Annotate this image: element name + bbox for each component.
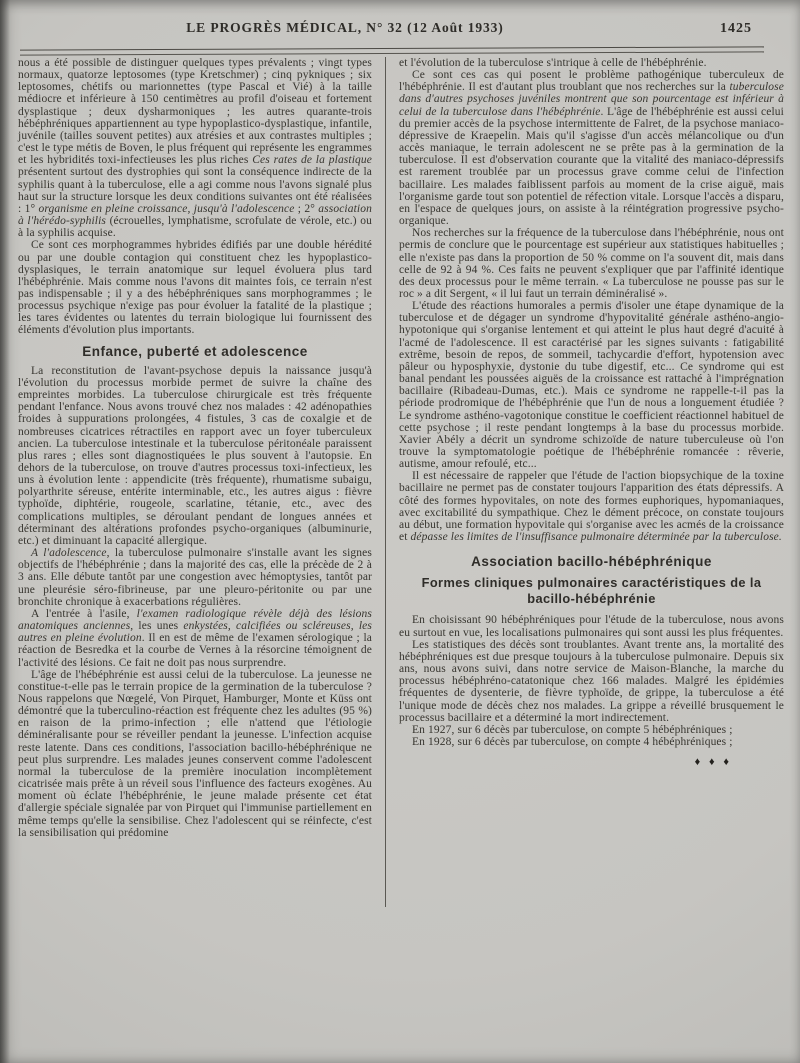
paragraph [399,614,784,638]
body-text: nous a été possible de distinguer quelques types prévalents ; vingt types normaux, quatorze leptosomes (type Kretschmer) ; cinq pykniques ; six leptosomes, chétifs ou marionnettes (type Pascal et Vié) à la taille médiocre et inférieure à 150 centimètres au profil d'oiseau et fortement dysplastique ; deux dysharmoniques ; les autres quarante-trois hébéphréniques appartiennent au type hypoplastico-dysplastique, infantile, juvénile (tailles souvent petites) aux atrésies et aux contrastes multiples ; c'est le type métis de Boven, le plus fréquent qui représente les engrammes et les hybridités toxi-infectieuses les plus riches [18,57,372,167]
body-text: , la tuberculose pulmonaire s'installe avant les signes objectifs de l'hébéphrénie ; dans la majorité des cas, elle la précède de 2 à 3 ans. Elle débute tantôt par une congestion avec hémoptysies, tantôt par une pleurésie séro-fibrineuse, par une pleuro-péritonite ou par une bronchite chronique à exacerbations régulières. [18,547,372,608]
column-divider [385,57,386,961]
body-text: présentent surtout des dystrophies qui sont la conséquence indirecte de la syphilis quant à la tuberculose, elle a agi comme nous l'avons signalé plus haut sur la structure lorsque les deux conditions suivantes ont été réalisées : 1° [18,166,372,215]
body-text: . Il en est de même de l'examen sérologique ; la réaction de Besredka et la courbe de Vernes à la résorcine témoignent de l'activité des lésions. Ce fait ne doit pas nous surprendre. [18,632,372,669]
scan-edge-shadow [0,0,10,1063]
paragraph [18,608,372,669]
paragraph [399,227,784,300]
header-rule [20,46,764,55]
section-heading: Association bacillo-hébéphrénique [471,554,712,570]
masthead [0,20,800,44]
italic-text: association à l'hérédo-syphilis [18,202,372,228]
section-end-ornament: ♦ ♦ ♦ [694,756,732,769]
paragraph [399,470,784,543]
paragraph [18,365,372,547]
paragraph [399,639,784,724]
body-text: Ce sont ces cas qui posent le problème pathogénique tuberculeux de l'hébéphrénie. Il est d'autant plus troublant que nos recherches sur la [399,69,784,94]
italic-text: Ces rates de la plastique [252,154,373,167]
paragraph [399,57,784,69]
section-subheading: Formes cliniques pulmonaires caractéristiques de la bacillo-hébéphrénie [421,575,762,606]
body-text: ; 2° [294,202,319,215]
journal-title: LE PROGRÈS MÉDICAL, N° 32 (12 Août 1933) [186,20,504,35]
paragraph [399,300,784,470]
body-text: , les unes [130,620,184,633]
article-body [18,57,784,1045]
body-text: . L'âge de l'hébéphrénie est aussi celui du premier accès de la psychose intermittente de Falret, de la psychose maniaco-dépressive de Kraepelin. Mais qu'il s'agisse d'un accès mélancolique ou d'un accès maniaque, le terrain adolescent ne se prête pas à la germination de la tuberculose. Il est d'observation courante que la vitalité des maniaco-dépressifs est rarement troublée par un processus grave comme celui de l'infection bacillaire. Les malades faiblissent parfois au moment de la crise aiguë, mais l'organisme garde tout son potentiel de réfection vitale. Lorsque l'accès a disparu, en l'espace de quelques jours, on assiste à la réintégration progressive psycho-organique. [399,105,784,228]
paragraph [399,69,784,227]
italic-text: dépasse les limites de l'insuffisance pulmonaire déterminée par la tuberculose. [410,531,782,544]
paragraph [18,669,372,839]
right-column [399,57,784,1045]
body-text: Les statistiques des décès sont troublantes. Avant trente ans, la mortalité des hébéphréniques est due presque toujours à la tuberculose pulmonaire. Depuis six ans, nous avons suivi, dans notre service de Maison-Blanche, la marche du processus hébéphréno-catatonique chez 166 malades. Malgré les épidémies fréquentes de dysenterie, de fièvre typhoïde, de grippe, la tuberculose a été l'unique mode de décès chez nos malades. La grippe a réveillé brusquement le processus bacillaire et a déterminé la mort indirectement. [399,638,784,724]
body-text: L'âge de l'hébéphrénie est aussi celui de la tuberculose. La jeunesse ne constitue-t-elle pas le terrain propice de la germination de la tuberculose ? Nous rappelons que Nœgelé, Von Pirquet, Hamburger, Monte et Küss ont démontré que la tuberculino-réaction est fréquente chez les adultes (95 %) en raison de la primo-infection ; elle n'attend que l'étiologie déminéralisante pour se réveiller pendant la jeunesse. L'infection acquise reste latente. Dans ces conditions, l'association bacillo-hébéphrénique ne peut plus surprendre. Les malades jeunes conservent comme l'adolescent normal la tuberculose de la première inoculation incomplètement cicatrisée mais prête à un réveil sous l'influence des facteurs exogènes. Au moment où éclate l'hébéphrénie, le jeune malade présente cet état d'allergie spéciale signalée par von Pirquet qui l'immunise partiellement en même temps qu'elle la sensibilise. Chez l'adolescent qui se réinfecte, c'est la sensibilisation qui prédomine [18,668,372,839]
page-number: 1425 [720,21,752,36]
body-text: Nos recherches sur la fréquence de la tuberculose dans l'hébéphrénie, nous ont permis de conclure que le pourcentage est supérieur aux statistiques habituelles ; elle n'existe pas dans la proportion de 50 % comme on l'a souvent dit, mais dans celle de 92 à 94 %. Ces faits ne peuvent s'expliquer que par l'affinité identique des deux processus pour le même terrain. « La tuberculose ne pousse pas sur le roc » a dit Sergent, « il lui faut un terrain déminéralisé ». [399,227,784,300]
body-text: (écrouelles, lymphatisme, scrofulate de vérole, etc.) ou à la syphilis acquise. [18,215,372,240]
body-text: En 1927, sur 6 décès par tuberculose, on compte 5 hébéphréniques ; [412,723,733,736]
body-text: En choisissant 90 hébéphréniques pour l'étude de la tuberculose, nous avons eu surtout en vue, les localisations pulmonaires qui sont aussi les plus fréquentes. [399,614,784,639]
body-text: L'étude des réactions humorales a permis d'isoler une étape dynamique de la tuberculose et de dégager un syndrome d'hypovitalité générale asthéno-angio-hypotonique qui s'organise lentement et qui atteint le plus haut degré d'acuité à l'acmé de l'adolescence. Il est caractérisé par les signes suivants : fatigabilité extrême, besoin de repos, de sommeil, tachycardie d'effort, hypotension avec pâleur ou hyposphyxie, dystonie du tube digestif, etc... Ce syndrome qui est banal pendant les poussées aiguës de la croissance est rattaché à l'imprégnation bacillaire (Ribadeau-Dumas, etc.). Mais ce syndrome ne rappelle-t-il pas la période prodromique de l'hébéphrénie que l'un de nous a longuement étudiée ? Le syndrome asthéno-vagotonique constitue le coefficient réactionnel habituel de cette psychose ; il reste pendant longtemps à la base du processus morbide. Xavier Abély a décrit un syndrome schizoïde de nature tuberculeuse où l'on trouve la symptomatologie poétique de l'hébéphrénie romancée : rêverie, autisme, amour refoulé, etc... [399,300,784,471]
body-text: La reconstitution de l'avant-psychose depuis la naissance jusqu'à l'évolution du processus morbide permet de suivre la chaîne des empreintes morbides. La tuberculose chirurgicale est très fréquente pendant l'enfance. Nous avons trouvé chez nos malades : 42 adénopathies froides à suppurations prolongées, 4 fistules, 3 cas de coxalgie et de nombreuses cicatrices rétractiles en rapport avec un foyer tuberculeux ancien. La tuberculose intestinale et la tuberculose péritonéale paraissent plus rares ; elles sont diagnostiquées le plus souvent à l'autopsie. En dehors de la tuberculose, on trouve d'autres processus toxi-infectieux, les uns à évolution lente : appendicite (très fréquente), rhumatisme subaigu, polyarthrite séreuse, entérite interminable, etc., les autres aigus : fièvre typhoïde, diphtérie, rougeole, scarlatine, tétanie, etc., avec des complications multiples, se déroulant pendant de longues années et déterminant des altérations profondes psycho-organiques (albuminurie, etc.) et diminuant la capacité allergique. [18,364,372,547]
paragraph [18,547,372,608]
body-text: En 1928, sur 6 décès par tuberculose, on compte 4 hébéphréniques ; [412,735,733,748]
body-text: et l'évolution de la tuberculose s'intrique à celle de l'hébéphrénie. [399,57,707,69]
section-heading: Enfance, puberté et adolescence [82,343,308,359]
italic-text: organisme en pleine croissance, jusqu'à l'adolescence [38,202,295,215]
body-text: Ce sont ces morphogrammes hybrides édifiés par une double hérédité ou par une double contagion qui constituent chez les hypoplastico-dysplasiques, le terrain anatomique sur lequel évoluera plus tard l'hébéphrénie. Mais comme nous l'avons dit maintes fois, ce terrain n'est pas indispensable ; il y a des hébéphréniques sans morphogrammes ; le processus psychique n'exige pas pour évoluer la fatalité de la plastique ; les tares évidentes ou latentes du terrain biologique lui fournissent des éléments d'évolution plus importants. [18,239,372,337]
paragraph [399,736,784,748]
paragraph [18,239,372,336]
italic-text: tuberculose dans d'autres psychoses juvéniles montrent que son pourcentage est inférieur à celui de la tuberculose dans l'hébéphrénie [399,81,784,118]
paragraph [18,57,372,239]
italic-text: A l'adolescence [31,547,107,560]
italic-text: l'examen radiologique révèle déjà des lésions anatomiques anciennes [18,607,372,633]
body-text: Il est nécessaire de rappeler que l'étude de l'action biopsychique de la toxine bacillaire ne permet pas de constater toujours l'apparition des états dépressifs. A côté des formes hypovitales, on note des formes euphoriques, hypomaniaques, avec excitabilité du sympathique. Chez le dément précoce, on constate toujours au début, une formation hypovitale qui s'organise avec les acmés de la croissance et [399,470,784,544]
left-column [18,57,372,1045]
italic-text: enkystées, calcifiées ou scléreuses, les autres en pleine évolution [18,620,372,645]
paragraph [399,724,784,736]
body-text: A l'entrée à l'asile, [31,607,137,620]
